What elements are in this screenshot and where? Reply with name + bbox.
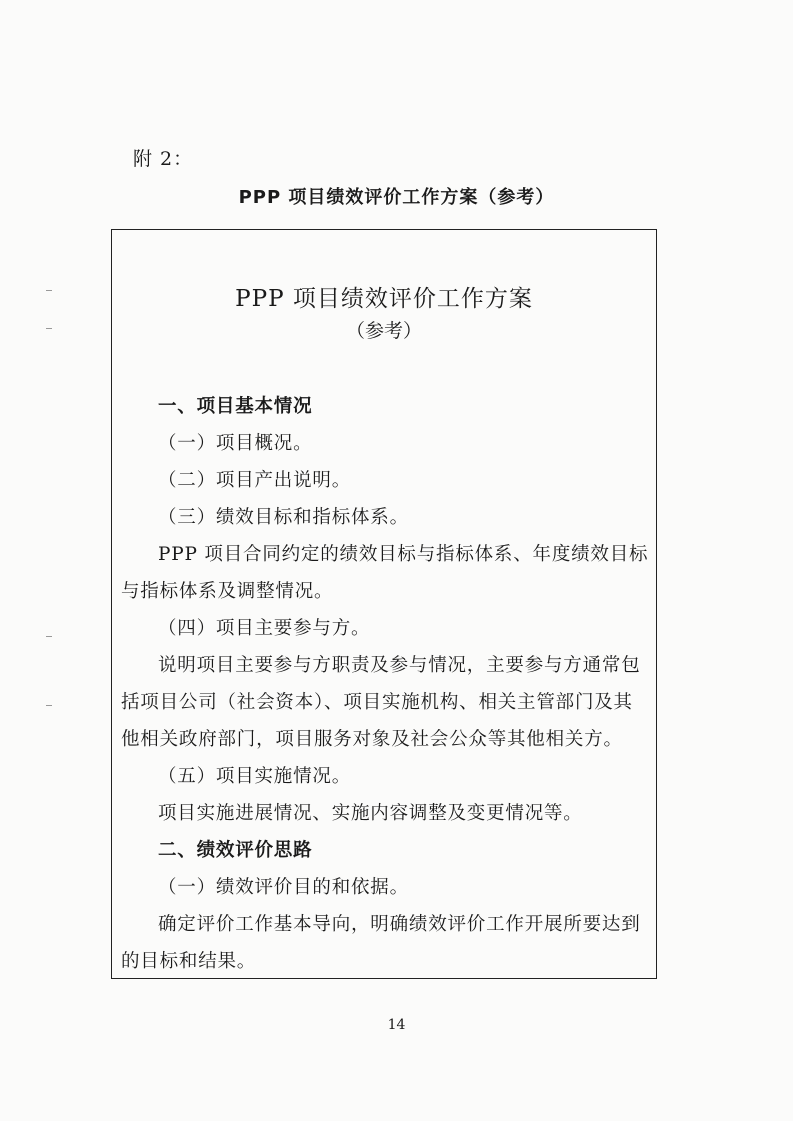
subsection-goals: （三）绩效目标和指标体系。 — [158, 507, 409, 528]
margin-mark — [46, 705, 52, 706]
margin-mark — [46, 290, 52, 291]
document-title: PPP 项目绩效评价工作方案（参考） — [238, 187, 555, 208]
paragraph-implementation: 项目实施进展情况、实施内容调整及变更情况等。 — [158, 803, 583, 824]
subsection-overview: （一）项目概况。 — [158, 433, 313, 454]
page-number: 14 — [387, 1017, 406, 1033]
box-subtitle: （参考） — [345, 320, 422, 342]
attachment-label: 附 2： — [133, 148, 194, 170]
paragraph-purpose: 确定评价工作基本导向，明确绩效评价工作开展所要达到的目标和结果。 — [121, 914, 641, 972]
margin-mark — [46, 328, 52, 329]
box-body — [121, 388, 651, 980]
margin-mark — [46, 636, 52, 637]
subsection-participants: （四）项目主要参与方。 — [158, 618, 371, 639]
box-title: PPP 项目绩效评价工作方案 — [235, 286, 533, 312]
content-box — [111, 229, 657, 979]
paragraph-participants: 说明项目主要参与方职责及参与情况，主要参与方通常包括项目公司（社会资本）、项目实施机构、相关主管部门及其他相关政府部门，项目服务对象及社会公众等其他相关方。 — [121, 655, 641, 750]
section-heading-approach: 二、绩效评价思路 — [158, 840, 313, 861]
paragraph-goals: PPP 项目合同约定的绩效目标与指标体系、年度绩效目标与指标体系及调整情况。 — [121, 544, 649, 602]
subsection-output: （二）项目产出说明。 — [158, 470, 352, 491]
subsection-implementation: （五）项目实施情况。 — [158, 766, 352, 787]
subsection-purpose: （一）绩效评价目的和依据。 — [158, 877, 409, 898]
section-heading-basic-info: 一、项目基本情况 — [158, 396, 313, 417]
